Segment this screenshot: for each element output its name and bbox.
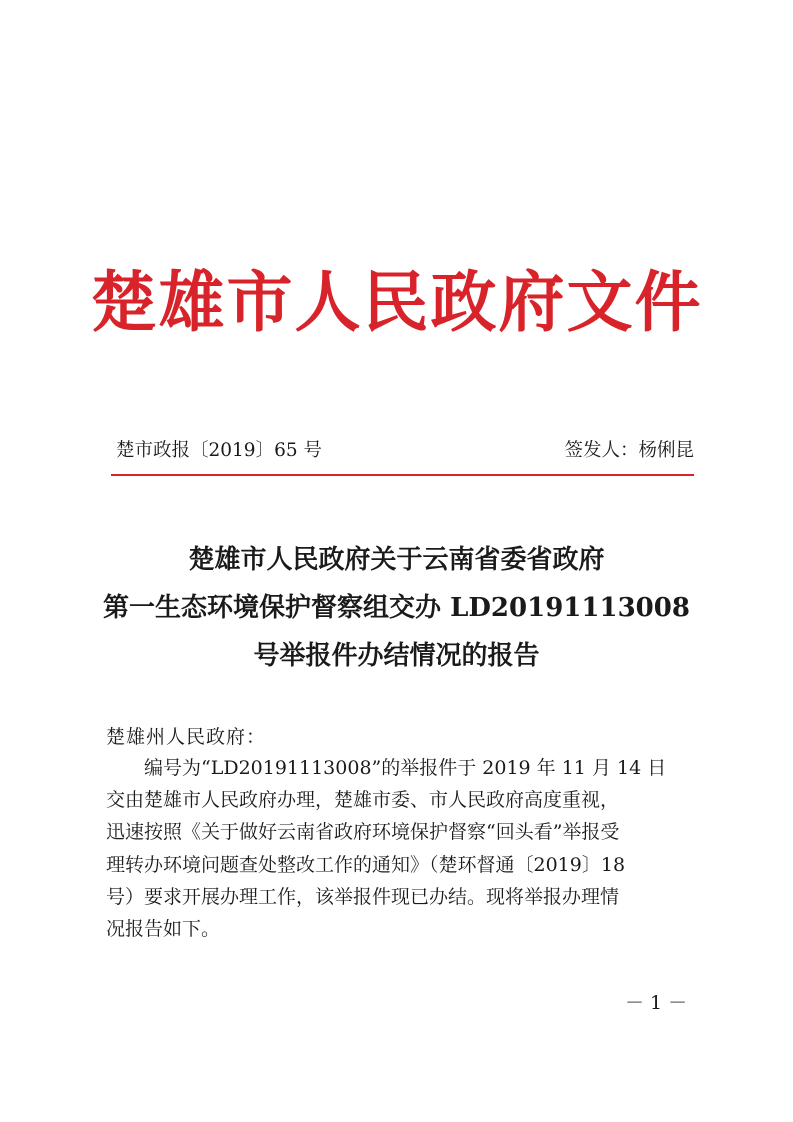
document-number: 楚市政报〔2019〕65 号 [116,440,323,461]
red-masthead-title: 楚雄市人民政府文件 [90,263,703,341]
report-title-line: 号举报件办结情况的报告 [253,641,540,671]
body-line: 理转办环境问题查处整改工作的通知》（楚环督通〔2019〕18 [106,853,626,876]
body-line: 编号为“LD20191113008”的举报件于 2019 年 11 月 14 日 [144,757,667,779]
body-line: 况报告如下。 [106,918,221,941]
report-title [0,536,793,680]
report-title-line: 第一生态环境保护督察组交办 LD20191113008 [103,593,690,623]
reference-row [116,436,694,466]
report-title-line: 楚雄市人民政府关于云南省委省政府 [188,545,605,575]
body-line: 交由楚雄市人民政府办理，楚雄市委、市人民政府高度重视， [106,789,620,812]
body-line: 迅速按照《关于做好云南省政府环境保护督察“回头看”举报受 [106,821,620,844]
signer: 签发人：杨俐昆 [564,440,694,461]
page-number: － 1 － [625,992,688,1014]
red-separator-rule [111,474,694,476]
salutation: 楚雄州人民政府： [106,726,267,748]
body-paragraph [106,752,690,945]
body-line: 号）要求开展办理工作，该举报件现已办结。现将举报办理情 [106,885,620,908]
